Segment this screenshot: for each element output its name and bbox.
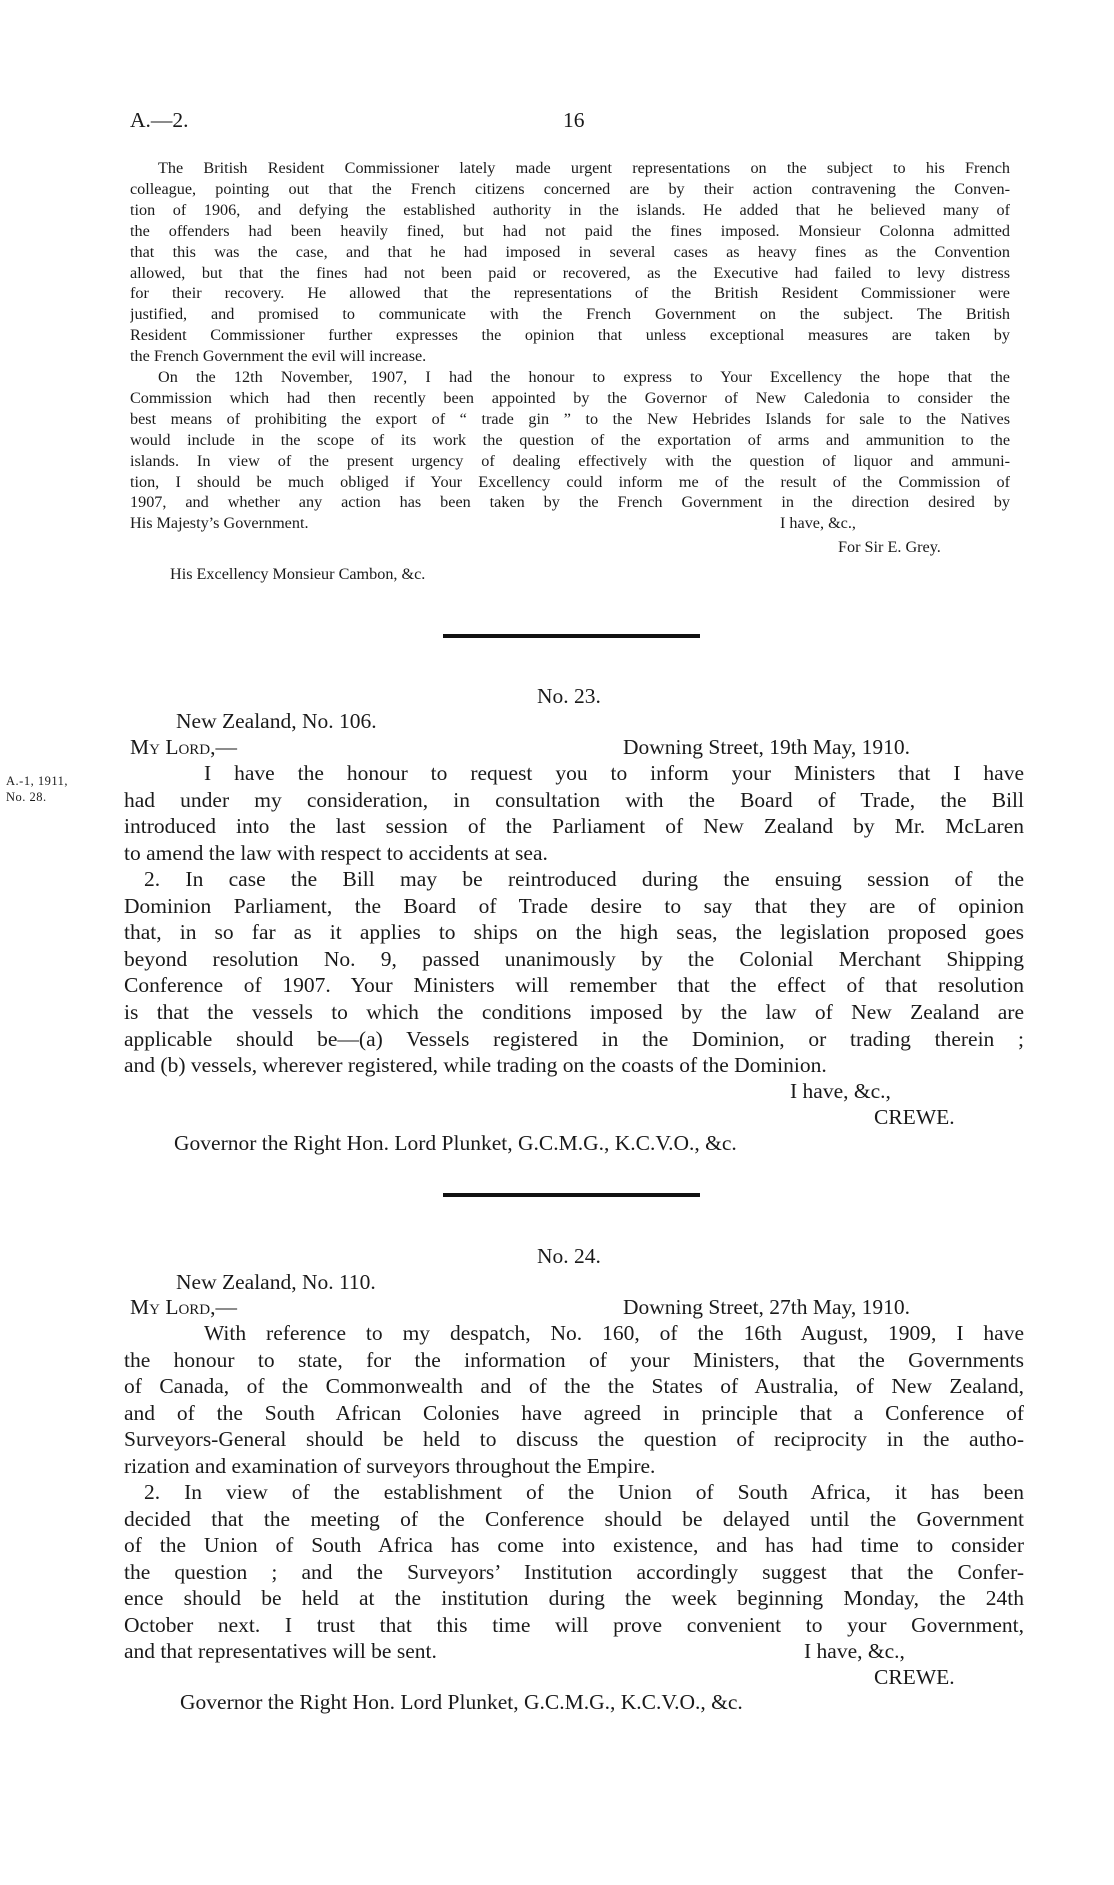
despatch-reference: New Zealand, No. 106. [176, 709, 377, 733]
text-line: 2. In case the Bill may be reintroduced during the ensuing session of the [144, 867, 1024, 891]
margin-note-line: A.-1, 1911, [6, 774, 68, 788]
text-line: and of the South African Colonies have agreed in principle that a Conference of [124, 1400, 1024, 1425]
addressee: Governor the Right Hon. Lord Plunket, G.C.M.G., K.C.V.O., &c. [174, 1131, 737, 1155]
text-line: best means of prohibiting the export of “ trade gin ” to the New Hebrides Islands for sale to the Natives [130, 409, 1010, 428]
salutation: My Lord,— [130, 735, 238, 759]
text-line: of Canada, of the Commonwealth and of the the States of Australia, of New Zealand, [124, 1374, 1024, 1399]
text-line: for their recovery. He allowed that the representations of the British Resident Commissioner were [130, 284, 1010, 303]
text-line: Conference of 1907. Your Ministers will remember that the effect of that resolution [124, 973, 1024, 998]
place-date: Downing Street, 19th May, 1910. [623, 735, 911, 759]
place-date: Downing Street, 27th May, 1910. [623, 1295, 911, 1319]
text-line: 2. In view of the establishment of the Union of South Africa, it has been [144, 1480, 1024, 1504]
document-reference: A.—2. [130, 108, 189, 132]
text-line: of the Union of South Africa has come into existence, and has had time to consider [124, 1533, 1024, 1558]
text-line: With reference to my despatch, No. 160, of the 16th August, 1909, I have [204, 1321, 1024, 1345]
text-line: ence should be held at the institution during the week beginning Monday, the 24th [124, 1586, 1024, 1611]
paragraph [130, 367, 1010, 513]
paragraph [130, 158, 1010, 367]
text-line: the question ; and the Surveyors’ Institution accordingly suggest that the Confer- [124, 1559, 1024, 1584]
addressee: His Excellency Monsieur Cambon, &c. [170, 565, 426, 583]
paragraph [124, 1320, 1024, 1480]
closing: I have, &c., [804, 1639, 905, 1663]
signature: For Sir E. Grey. [838, 538, 941, 556]
paragraph [124, 866, 1024, 1079]
section-divider [443, 1193, 700, 1197]
despatch-number: No. 23. [537, 684, 601, 708]
text-line: beyond resolution No. 9, passed unanimously by the Colonial Merchant Shipping [124, 946, 1024, 971]
signature: CREWE. [874, 1665, 955, 1689]
text-line: the offenders had been heavily fined, but had not paid the fines imposed. Monsieur Colonna admitted [130, 221, 1010, 240]
despatch-reference: New Zealand, No. 110. [176, 1270, 376, 1294]
text-line: The British Resident Commissioner lately made urgent representations on the subject to his French [158, 159, 1010, 177]
text-line: had under my consideration, in consultation with the Board of Trade, the Bill [124, 787, 1024, 812]
text-line: rization and examination of surveyors throughout the Empire. [124, 1453, 656, 1478]
salutation: My Lord,— [130, 1295, 238, 1319]
text-line: applicable should be—(a) Vessels registered in the Dominion, or trading therein ; [124, 1026, 1024, 1051]
text-line: justified, and promised to communicate with the French Government on the subject. The British [130, 305, 1010, 324]
text-line: the French Government the evil will increase. [130, 347, 427, 366]
text-line: I have the honour to request you to inform your Ministers that I have [204, 761, 1024, 785]
text-line: tion of 1906, and defying the established authority in the islands. He added that he believed many of [130, 200, 1010, 219]
text-line: Dominion Parliament, the Board of Trade desire to say that they are of opinion [124, 893, 1024, 918]
text-line: On the 12th November, 1907, I had the honour to express to Your Excellency the hope that the [158, 368, 1010, 386]
closing: I have, &c., [790, 1079, 891, 1103]
signature: CREWE. [874, 1105, 955, 1129]
text-line: Resident Commissioner further expresses the opinion that unless exceptional measures are taken by [130, 326, 1010, 345]
margin-note [6, 773, 68, 805]
text-line: and (b) vessels, wherever registered, while trading on the coasts of the Dominion. [124, 1053, 827, 1078]
text-line: Commission which had then recently been appointed by the Governor of New Caledonia to consider the [130, 388, 1010, 407]
margin-note-line: No. 28. [6, 790, 47, 804]
text-line: that this was the case, and that he had imposed in several cases as heavy fines as the Convention [130, 242, 1010, 261]
text-line: 1907, and whether any action has been taken by the French Government in the direction desired by [130, 493, 1010, 512]
closing: I have, &c., [780, 514, 856, 532]
text-line: would include in the scope of its work the question of the exportation of arms and ammunition to the [130, 430, 1010, 449]
text-line: to amend the law with respect to accidents at sea. [124, 840, 548, 865]
addressee: Governor the Right Hon. Lord Plunket, G.C.M.G., K.C.V.O., &c. [180, 1690, 743, 1714]
paragraph [124, 1479, 1024, 1639]
despatch-number: No. 24. [537, 1244, 601, 1268]
text-line: decided that the meeting of the Conference should be delayed until the Government [124, 1506, 1024, 1531]
text-line: tion, I should be much obliged if Your Excellency could inform me of the result of the Commission of [130, 472, 1010, 491]
text-line: colleague, pointing out that the French citizens concerned are by their action contravening the Conven- [130, 179, 1010, 198]
section-divider [443, 634, 700, 638]
paragraph-last-line: and that representatives will be sent. [124, 1639, 437, 1663]
text-line: introduced into the last session of the Parliament of New Zealand by Mr. McLaren [124, 814, 1024, 839]
text-line: that, in so far as it applies to ships on the high seas, the legislation proposed goes [124, 920, 1024, 945]
text-line: Surveyors-General should be held to discuss the question of reciprocity in the autho- [124, 1427, 1024, 1452]
page-number: 16 [563, 108, 585, 132]
text-line: islands. In view of the present urgency of dealing effectively with the question of liquor and ammuni- [130, 451, 1010, 470]
text-line: is that the vessels to which the conditions imposed by the law of New Zealand are [124, 999, 1024, 1024]
text-line: October next. I trust that this time will prove convenient to your Government, [124, 1612, 1024, 1637]
text-line: the honour to state, for the information of your Ministers, that the Governments [124, 1347, 1024, 1372]
text-line: allowed, but that the fines had not been paid or recovered, as the Executive had failed to levy distress [130, 263, 1010, 282]
paragraph [124, 760, 1024, 866]
paragraph-last-line: His Majesty’s Government. [130, 514, 309, 532]
